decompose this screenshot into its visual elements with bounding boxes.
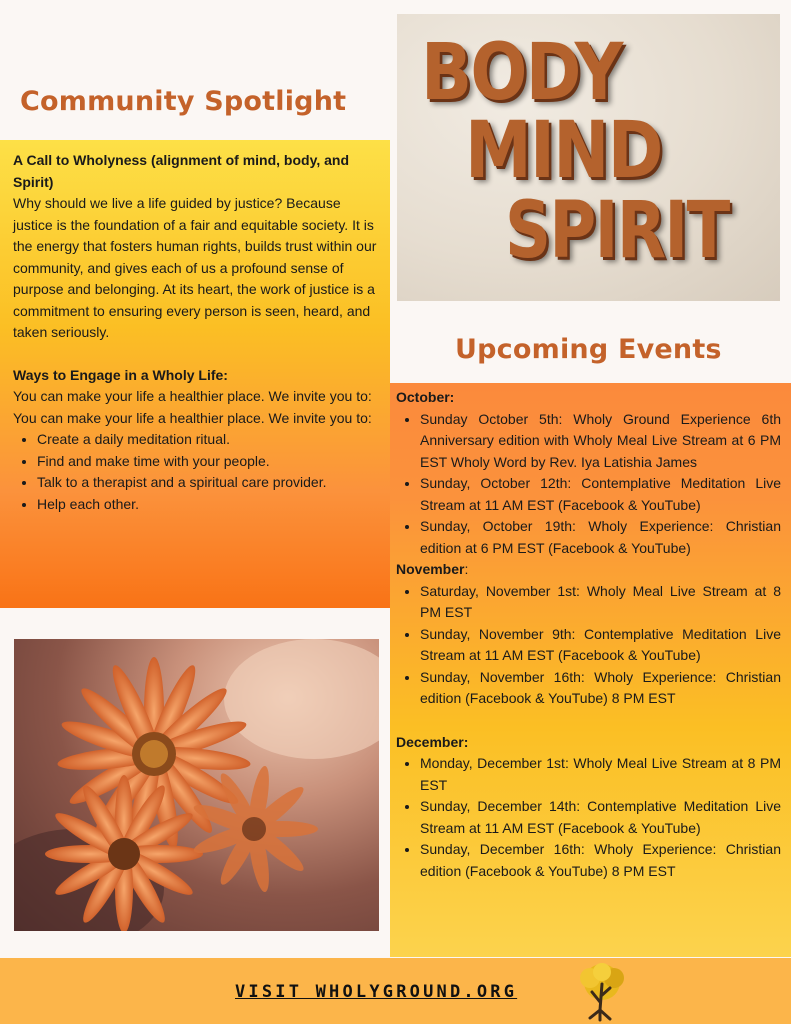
november-events <box>396 581 781 710</box>
list-item: • Create a daily meditation ritual. <box>37 429 380 451</box>
list-item: • Sunday, October 12th: Contemplative Meditation Live Stream at 11 AM EST (Facebook & YouTube) <box>420 473 781 516</box>
engage-list <box>13 429 380 515</box>
list-item: • Help each other. <box>37 494 380 516</box>
upcoming-events-heading: Upcoming Events <box>455 334 722 365</box>
article-title: A Call to Wholyness (alignment of mind, body, and Spirit) <box>13 152 350 190</box>
month-november: November: <box>396 561 469 577</box>
december-events <box>396 753 781 882</box>
body-mind-spirit-image <box>397 14 780 301</box>
month-october: October: <box>396 389 455 405</box>
engage-title: Ways to Engage in a Wholy Life: <box>13 366 228 383</box>
list-item: • Sunday, December 16th: Wholy Experience: Christian edition (Facebook & YouTube) 8 PM EST <box>420 839 781 882</box>
flower-illustration <box>14 639 379 931</box>
events-panel <box>390 383 791 957</box>
list-item: • Find and make time with your people. <box>37 451 380 473</box>
list-item: • Sunday October 5th: Wholy Ground Experience 6th Anniversary edition with Wholy Meal Live Stream at 6 PM EST Wholy Word by Rev. Iya Latishia James <box>420 409 781 474</box>
spirit-word: SPIRIT <box>505 186 729 276</box>
month-december: December: <box>396 733 469 750</box>
engage-intro: You can make your life a healthier place. We invite you to: <box>13 388 372 404</box>
list-item: • Sunday, December 14th: Contemplative Meditation Live Stream at 11 AM EST (Facebook & YouTube) <box>420 796 781 839</box>
list-item: • Talk to a therapist and a spiritual care provider. <box>37 472 380 494</box>
list-item: • Sunday, November 16th: Wholy Experience: Christian edition (Facebook & YouTube) 8 PM EST <box>420 667 781 710</box>
october-events <box>396 409 781 560</box>
list-item: • Sunday, November 9th: Contemplative Meditation Live Stream at 11 AM EST (Facebook & YouTube) <box>420 624 781 667</box>
community-spotlight-heading: Community Spotlight <box>20 86 347 117</box>
list-item: • Monday, December 1st: Wholy Meal Live Stream at 8 PM EST <box>420 753 781 796</box>
body-word: BODY <box>421 28 622 118</box>
article-body: Why should we live a life guided by justice? Because justice is the foundation of a fair and equitable society. It is the energy that fosters human rights, builds trust within our community, and gives each of us a profound sense of purpose and belonging. At its heart, the work of justice is a commitment to ensuring every person is seen, heard, and taken seriously. <box>13 195 377 340</box>
footer <box>0 958 791 1024</box>
list-item: • Sunday, October 19th: Wholy Experience: Christian edition at 6 PM EST (Facebook & YouTube) <box>420 516 781 559</box>
tree-logo-icon <box>570 962 634 1022</box>
website-link[interactable]: VISIT WHOLYGROUND.ORG <box>235 982 518 1002</box>
orange-flower-photo <box>14 639 379 931</box>
spotlight-panel <box>0 140 390 608</box>
engage-intro-repeat: You can make your life a healthier place. We invite you to: <box>13 409 372 426</box>
list-item: • Saturday, November 1st: Wholy Meal Live Stream at 8 PM EST <box>420 581 781 624</box>
mind-word: MIND <box>465 106 662 196</box>
